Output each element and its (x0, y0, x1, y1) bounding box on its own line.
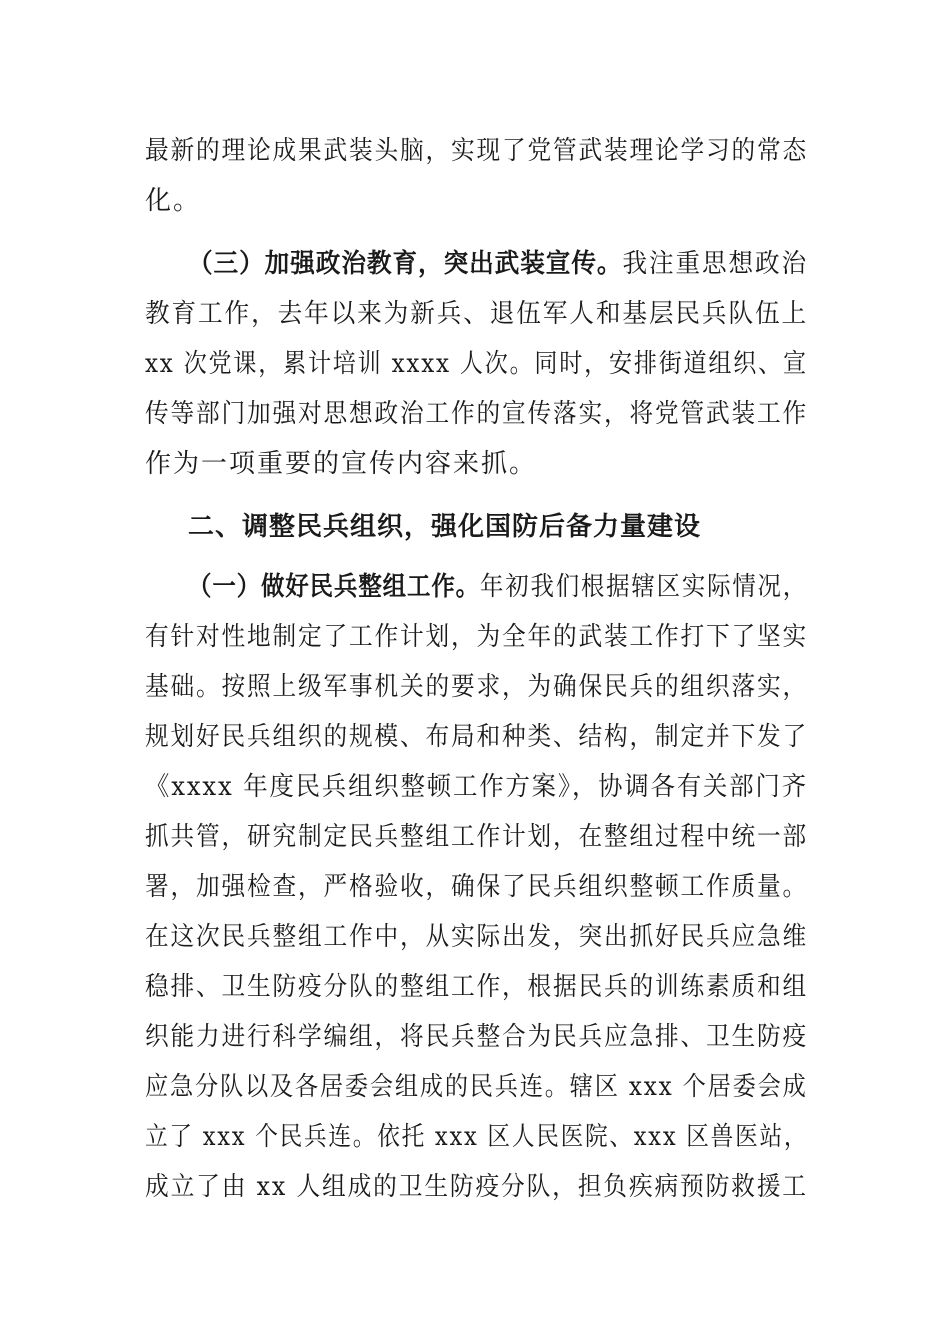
line-text: 成立了由 xx 人组成的卫生防疫分队，担负疾病预防救援工 (145, 1172, 808, 1202)
line-text: 传等部门加强对思想政治工作的宣传落实，将党管武装工作 (145, 399, 809, 429)
text-line (145, 620, 808, 654)
text-line (145, 447, 537, 481)
line-text: 署，加强检查，严格验收，确保了民兵组织整顿工作质量。 (145, 872, 809, 902)
line-text: 基础。按照上级军事机关的要求，为确保民兵的组织落实， (145, 672, 809, 702)
text-line (145, 1120, 808, 1154)
line-text: 教育工作，去年以来为新兵、退伍军人和基层民兵队伍上 (145, 299, 809, 329)
section-heading: （一）做好民兵整组工作。 (188, 572, 480, 602)
paragraph-first-line (188, 570, 808, 604)
line-text: xx 次党课，累计培训 xxxx 人次。同时，安排街道组织、宣 (145, 349, 808, 379)
text-line (145, 670, 808, 704)
line-text: 在这次民兵整组工作中，从实际出发，突出抓好民兵应急维 (145, 922, 809, 952)
line-text: 年初我们根据辖区实际情况， (479, 572, 809, 602)
line-text: 《xxxx 年度民兵组织整顿工作方案》，协调各有关部门齐 (145, 772, 808, 802)
text-line (145, 347, 808, 381)
section-heading: （三）加强政治教育，突出武装宣传。 (188, 249, 623, 279)
text-line (145, 184, 201, 218)
line-text: 应急分队以及各居委会组成的民兵连。辖区 xxx 个居委会成 (145, 1072, 808, 1102)
line-text: 作为一项重要的宣传内容来抓。 (145, 449, 538, 479)
chapter-heading-line (188, 510, 701, 544)
text-line (145, 297, 808, 331)
chapter-heading: 二、调整民兵组织，强化国防后备力量建设 (188, 512, 702, 542)
text-line (145, 920, 808, 954)
line-text: 最新的理论成果武装头脑，实现了党管武装理论学习的常态 (145, 136, 809, 166)
line-text: 规划好民兵组织的规模、布局和种类、结构，制定并下发了 (145, 722, 809, 752)
text-line (145, 970, 808, 1004)
text-line (145, 820, 808, 854)
text-line (145, 770, 808, 804)
line-text: 抓共管，研究制定民兵整组工作计划，在整组过程中统一部 (145, 822, 809, 852)
line-text: 织能力进行科学编组，将民兵整合为民兵应急排、卫生防疫 (145, 1022, 809, 1052)
line-text: 稳排、卫生防疫分队的整组工作，根据民兵的训练素质和组 (145, 972, 809, 1002)
line-text: 有针对性地制定了工作计划，为全年的武装工作打下了坚实 (145, 622, 809, 652)
text-line (145, 1070, 808, 1104)
text-line (145, 1170, 808, 1204)
text-line (145, 134, 808, 168)
line-text: 化。 (145, 186, 202, 216)
line-text: 我注重思想政治 (622, 249, 809, 279)
text-line (145, 720, 808, 754)
text-line (145, 1020, 808, 1054)
paragraph-first-line (188, 247, 808, 281)
text-line (145, 870, 808, 904)
text-line (145, 397, 808, 431)
line-text: 立了 xxx 个民兵连。依托 xxx 区人民医院、xxx 区兽医站， (145, 1122, 809, 1152)
